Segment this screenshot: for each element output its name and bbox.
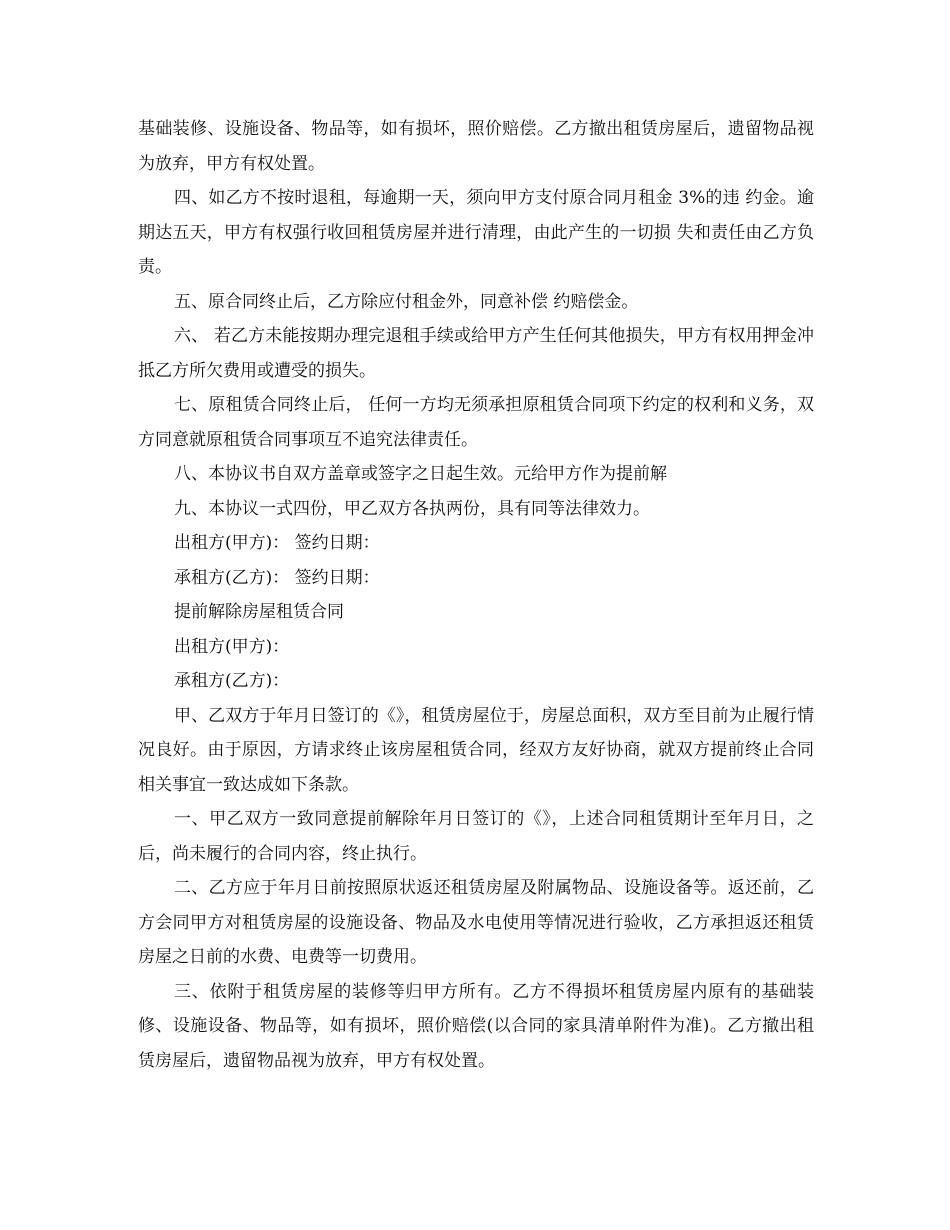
document-body — [138, 112, 814, 1078]
lessor-signature-line: 出租方(甲方)： 签约日期： — [174, 533, 380, 553]
clause-seven: 七、原租赁合同终止后， 任何一方均无须承担原租赁合同项下约定的权利和义务，双方同意就原租赁合同事项互不追究法律责任。 — [138, 395, 814, 450]
clause-nine: 九、本协议一式四份，甲乙双方各执两份，具有同等法律效力。 — [174, 498, 650, 519]
lessee-line: 承租方(乙方)： — [174, 671, 290, 691]
clause-four: 四、如乙方不按时退租，每逾期一天，须向甲方支付原合同月租金 3%的违 约金。逾期达五天，甲方有权强行收回租赁房屋并进行清理，由此产生的一切损 失和责任由乙方负责。 — [138, 188, 814, 277]
clause-three: 三、依附于租赁房屋的装修等归甲方所有。乙方不得损坏租赁房屋内原有的基础装修、设施设备、物品等，如有损坏，照价赔偿(以合同的家具清单附件为准)。乙方撤出租赁房屋后，遗留物品视为放弃，甲方有权处置。 — [138, 981, 814, 1071]
section-title: 提前解除房屋租赁合同 — [174, 602, 344, 622]
paragraph-continued: 基础装修、设施设备、物品等，如有损坏，照价赔偿。乙方撤出租赁房屋后，遗留物品视为放弃，甲方有权处置。 — [138, 119, 814, 174]
preamble-paragraph: 甲、乙双方于年月日签订的《》，租赁房屋位于，房屋总面积，双方至目前为止履行情况良好。由于原因，方请求终止该房屋租赁合同，经双方友好协商，就双方提前终止合同相关事宜一致达成如下条款。 — [138, 705, 814, 795]
clause-one: 一、甲乙双方一致同意提前解除年月日签订的《》，上述合同租赁期计至年月日，之后，尚未履行的合同内容，终止执行。 — [138, 809, 814, 864]
lessee-signature-line: 承租方(乙方)： 签约日期： — [174, 567, 380, 588]
clause-two: 二、乙方应于年月日前按照原状返还租赁房屋及附属物品、设施设备等。返还前，乙方会同甲方对租赁房屋的设施设备、物品及水电使用等情况进行验收，乙方承担返还租赁房屋之日前的水费、电费等一切费用。 — [138, 878, 814, 967]
clause-five: 五、原合同终止后，乙方除应付租金外，同意补偿 约赔偿金。 — [174, 291, 639, 312]
clause-eight: 八、本协议书自双方盖章或签字之日起生效。元给甲方作为提前解 — [174, 464, 667, 484]
clause-six: 六、 若乙方未能按期办理完退租手续或给甲方产生任何其他损失，甲方有权用押金冲抵乙方所欠费用或遭受的损失。 — [138, 326, 814, 381]
lessor-line: 出租方(甲方)： — [174, 636, 290, 657]
